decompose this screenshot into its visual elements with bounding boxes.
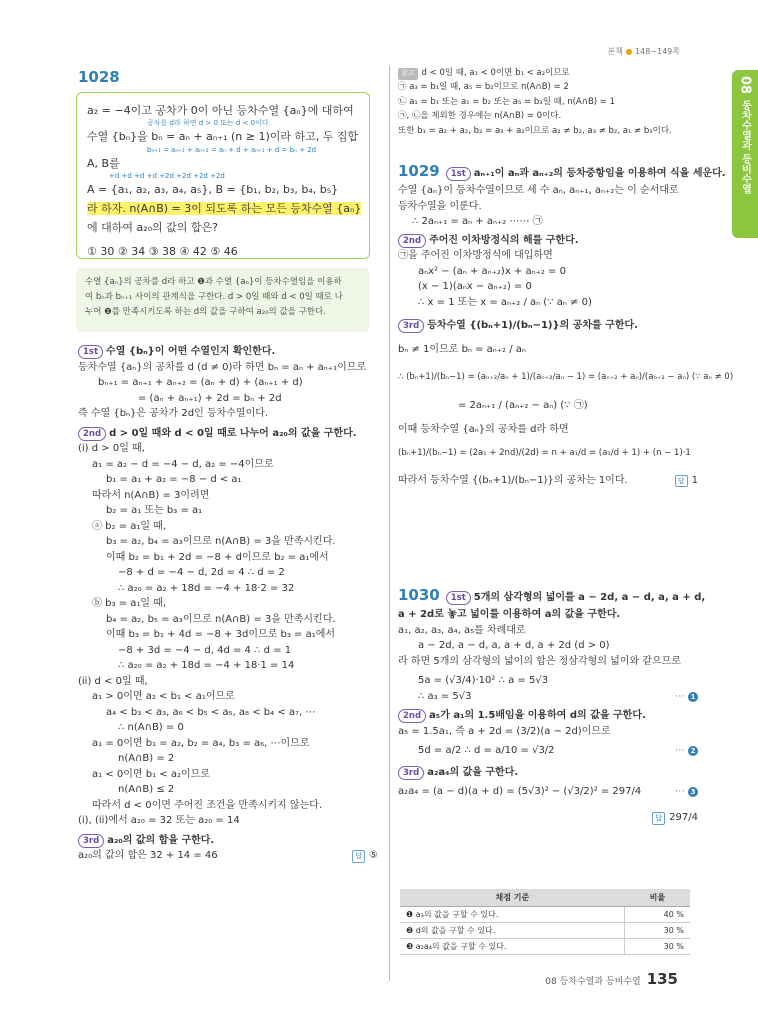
solution-line: −8 + d = −4 − d, 2d = 4 ∴ d = 2 bbox=[118, 567, 285, 578]
solution-line: 라 하면 5개의 삼각형의 넓이의 합은 정삼각형의 넓이와 같으므로 bbox=[398, 655, 681, 667]
final-answer: 답 297/4 bbox=[398, 810, 698, 826]
problem-number-1028: 1028 bbox=[78, 68, 120, 86]
answer-choices: ① 30 ② 34 ③ 38 ④ 42 ⑤ 46 bbox=[87, 244, 238, 258]
problem-line: a₂ = −4이고 공차가 0이 아닌 등차수열 {aₙ}에 대하여 bbox=[87, 104, 354, 117]
solution-line: 따라서 d < 0이면 주어진 조건을 만족시키지 않는다. bbox=[92, 799, 323, 811]
solution-line: b₂ = a₁ 또는 b₃ = a₁ bbox=[106, 505, 203, 516]
solution-1028 bbox=[78, 344, 378, 864]
step-heading: 2nd d > 0일 때와 d < 0일 때로 나누어 a₂₀의 값을 구한다. bbox=[78, 426, 378, 442]
step-heading: 3rd a₂a₄의 값을 구한다. bbox=[398, 765, 698, 781]
note-line: ㉠, ㉡을 제외한 경우에는 n(A∩B) = 0이다. bbox=[398, 111, 562, 122]
problem-annotation: bₙ₊₁ = aₙ₊₁ + aₙ₊₂ = aₙ + d + aₙ₊₁ + d = bₙ + 2d bbox=[147, 145, 317, 154]
solution-line: a₁ > 0이면 a₂ < b₁ < a₁이므로 bbox=[92, 691, 235, 702]
solution-line: bₙ ≠ 1이므로 bₙ = aₙ₊₂ / aₙ bbox=[398, 343, 526, 355]
solution-line: 5a = (√3/4)·10² ∴ a = 5√3 bbox=[418, 675, 549, 687]
table-row: ❷ d의 값을 구할 수 있다. 30 % bbox=[400, 923, 690, 939]
solution-line: = 2aₙ₊₁ / (aₙ₊₂ − aₙ) (∵ ㉠) bbox=[458, 400, 588, 412]
solution-line: a₁ < 0이면 b₁ < a₂이므로 bbox=[92, 768, 210, 780]
solution-line: n(A∩B) = 2 bbox=[118, 753, 175, 764]
chapter-tab-number: 08 bbox=[737, 76, 753, 95]
solution-line: ∴ (bₙ+1)/(bₙ−1) = (aₙ₊₂/aₙ + 1)/(aₙ₊₂/aₙ − 1) = (aₙ₊₂ + aₙ)/(aₙ₊₂ − aₙ) (∵ aₙ ≠ 0) bbox=[398, 372, 734, 383]
solution-line: a₂a₄ = (a − d)(a + d) = (5√3)² − (√3/2)² = 297/4 ⋯ 3 bbox=[398, 784, 698, 800]
problem-annotation: +d +d +d +d +2d +2d +2d +2d bbox=[109, 171, 225, 180]
note-line: ㉡ a₁ = b₁ 또는 a₁ = b₂ 또는 a₅ = b₃일 때, n(A∩B) = 1 bbox=[398, 96, 616, 107]
solution-line: a₄ < b₃ < a₃, a₆ < b₅ < a₅, a₈ < b₄ < a₇, ⋯ bbox=[106, 706, 316, 718]
solution-line: b₃ = a₂, b₄ = a₃이므로 n(A∩B) = 3을 만족시킨다. bbox=[106, 536, 336, 547]
step-heading: 3rd a₂₀의 값의 합을 구한다. bbox=[78, 833, 378, 849]
page-number: 135 bbox=[646, 970, 678, 988]
solution-line: (i) d > 0일 때, bbox=[78, 443, 145, 454]
solution-line: (ii) d < 0일 때, bbox=[78, 675, 148, 687]
chapter-tab-title: 등차수열과 등비수열 bbox=[739, 100, 751, 194]
solution-line: (x − 1)(aₙx − aₙ₊₂) = 0 bbox=[418, 281, 532, 293]
solution-line: ∴ a₂₀ = a₂ + 18d = −4 + 18·2 = 32 bbox=[118, 582, 295, 594]
step-heading: 2nd 주어진 이차방정식의 해를 구한다. bbox=[398, 233, 698, 249]
solution-guide-1028 bbox=[76, 268, 370, 332]
solution-line: ⓐ b₂ = a₁일 때, bbox=[92, 520, 167, 532]
solution-line: 이때 b₃ = b₁ + 4d = −8 + 3d이므로 b₃ = a₁에서 bbox=[106, 629, 336, 640]
solution-line: a₅ = 1.5a₁, 즉 a + 2d = (3/2)(a − 2d)이므로 bbox=[398, 725, 611, 737]
solution-line: n(A∩B) ≤ 2 bbox=[118, 784, 175, 795]
guide-line: 누어 ❷를 만족시키도록 하는 d의 값을 구하여 a₂₀의 값을 구한다. bbox=[85, 306, 326, 317]
step-heading-cont: a + 2d로 놓고 넓이를 이용하여 a의 값을 구한다. bbox=[398, 609, 621, 621]
solution-line: b₁ = a₁ + a₂ = −8 − d < a₁ bbox=[106, 474, 242, 485]
step-marker-2: ⋯ 2 bbox=[675, 743, 698, 759]
solution-line: 등차수열을 이룬다. bbox=[398, 200, 482, 212]
solution-1029 bbox=[398, 160, 734, 488]
step-heading: 1030 1st 5개의 삼각형의 넓이를 a − 2d, a − d, a, a + d, bbox=[398, 586, 706, 604]
solution-line: aₙx² − (aₙ + aₙ₊₂)x + aₙ₊₂ = 0 bbox=[418, 265, 566, 277]
solution-line: b₄ = a₂, b₅ = a₃이므로 n(A∩B) = 3을 만족시킨다. bbox=[106, 613, 336, 625]
problem-line: 라 하자. n(A∩B) = 3이 되도록 하는 모든 등차수열 {aₙ} bbox=[87, 202, 362, 215]
solution-line: (i), (ii)에서 a₂₀ = 32 또는 a₂₀ = 14 bbox=[78, 815, 240, 826]
footer-chapter: 08 등차수열과 등비수열 bbox=[545, 977, 641, 987]
solution-line: a₁ = 0이면 b₁ = a₂, b₂ = a₄, b₃ = a₆, ⋯이므로 bbox=[92, 737, 310, 749]
solution-line: a₂₀의 값의 합은 32 + 14 = 46 답 ⑤ bbox=[78, 848, 378, 864]
step-heading: 1029 1st aₙ₊₁이 aₙ과 aₙ₊₂의 등차중항임을 이용하여 식을 세운다. bbox=[398, 162, 726, 180]
final-answer: 답 ⑤ bbox=[352, 848, 378, 864]
solution-line: 수열 {aₙ}이 등차수열이므로 세 수 aₙ, aₙ₊₁, aₙ₊₂는 이 순서대로 bbox=[398, 185, 679, 197]
column-divider bbox=[389, 66, 390, 981]
problem-line: 수열 {bₙ}을 bₙ = aₙ + aₙ₊₁ (n ≥ 1)이라 하고, 두 집합 bbox=[87, 130, 359, 144]
solution-line: a₁, a₂, a₃, a₄, a₅를 차례대로 bbox=[398, 624, 526, 636]
solution-line: 5d = a/2 ∴ d = a/10 = √3/2 ⋯ 2 bbox=[398, 743, 698, 759]
solution-line: ⓑ b₃ = a₁일 때, bbox=[92, 598, 167, 609]
solution-line: bₙ₊₁ = aₙ₊₁ + aₙ₊₂ = (aₙ + d) + (aₙ₊₁ + d) bbox=[98, 377, 303, 388]
solution-line: −8 + 3d = −4 − d, 4d = 4 ∴ d = 1 bbox=[118, 644, 292, 656]
problem-box-1028 bbox=[76, 92, 370, 259]
step-marker-1: ⋯ 1 bbox=[675, 689, 698, 705]
solution-line: a − 2d, a − d, a, a + d, a + 2d (d > 0) bbox=[418, 640, 610, 652]
step-heading: 1st 수열 {bₙ}이 어떤 수열인지 확인한다. bbox=[78, 344, 378, 360]
solution-line: 따라서 등차수열 {(bₙ+1)/(bₙ−1)}의 공차는 1이다. 답 1 bbox=[398, 473, 698, 489]
step-heading: 2nd a₅가 a₁의 1.5배임을 이용하여 d의 값을 구한다. bbox=[398, 708, 698, 724]
solution-line: 즉 수열 {bₙ}은 공차가 2d인 등차수열이다. bbox=[78, 408, 269, 419]
note-box bbox=[398, 66, 698, 138]
solution-line: ∴ a₂₀ = a₂ + 18d = −4 + 18·1 = 14 bbox=[118, 660, 295, 671]
table-row: ❸ a₂a₄의 값을 구할 수 있다. 30 % bbox=[400, 939, 690, 955]
grading-table bbox=[400, 889, 690, 955]
table-row: ❶ a₃의 값을 구할 수 있다. 40 % bbox=[400, 907, 690, 923]
solution-line: = (aₙ + aₙ₊₁) + 2d = bₙ + 2d bbox=[138, 392, 282, 404]
solution-1030 bbox=[398, 584, 706, 825]
problem-line: A, B를 bbox=[87, 156, 120, 170]
problem-line: A = {a₁, a₂, a₃, a₄, a₅}, B = {b₁, b₂, b₃, b₄, b₅} bbox=[87, 182, 339, 196]
guide-line: 수열 {aₙ}의 공차를 d라 하고 ❶과 수열 {aₙ}이 등차수열임을 이용하 bbox=[85, 277, 342, 287]
grading-header-ratio: 비율 bbox=[625, 889, 690, 907]
page-footer bbox=[545, 970, 678, 988]
step-marker-3: ⋯ 3 bbox=[675, 784, 698, 800]
note-line: ㉠ a₃ = b₁일 때, a₅ = b₂이므로 n(A∩B) = 2 bbox=[398, 82, 569, 93]
solution-line: 따라서 n(A∩B) = 3이려면 bbox=[92, 489, 210, 501]
solution-line: ∴ x = 1 또는 x = aₙ₊₂ / aₙ (∵ aₙ ≠ 0) bbox=[418, 296, 592, 308]
step-heading: 3rd 등차수열 {(bₙ+1)/(bₙ−1)}의 공차를 구한다. bbox=[398, 318, 698, 334]
note-line: 참고 d < 0일 때, a₁ < 0이면 b₁ < a₂이므로 bbox=[398, 66, 698, 80]
page-reference: 본책 ● 148~149쪽 bbox=[607, 47, 680, 56]
solution-line: ㉠을 주어진 이차방정식에 대입하면 bbox=[398, 250, 553, 262]
problem-annotation: 공차를 d라 하면 d > 0 또는 d < 0이다. bbox=[147, 119, 271, 128]
solution-line: 이때 등차수열 {aₙ}의 공차를 d라 하면 bbox=[398, 423, 569, 435]
problem-line: 에 대하여 a₂₀의 값의 합은? bbox=[87, 221, 219, 235]
note-line: 또한 b₁ = a₂ + a₂, b₂ = a₃ + a₂이므로 a₂ ≠ b₂, a₃ ≠ b₂, a₁ ≠ b₃이다. bbox=[398, 125, 672, 136]
solution-line: ∴ a₃ = 5√3 ⋯ 1 bbox=[398, 689, 698, 705]
final-answer: 답 1 bbox=[675, 473, 698, 489]
solution-line: 등차수열 {aₙ}의 공차를 d (d ≠ 0)라 하면 bₙ = aₙ + aₙ₊₁이므로 bbox=[78, 361, 367, 373]
grading-header-criteria: 채점 기준 bbox=[400, 889, 625, 907]
solution-line: 이때 b₂ = b₁ + 2d = −8 + d이므로 b₂ = a₁에서 bbox=[106, 551, 329, 563]
solution-line: ∴ 2aₙ₊₁ = aₙ + aₙ₊₂ ⋯⋯ ㉠ bbox=[412, 216, 543, 228]
guide-line: 여 bₙ과 bₙ₊₁ 사이의 관계식을 구한다. d > 0일 때와 d < 0일 때로 나 bbox=[85, 291, 343, 302]
solution-line: (bₙ+1)/(bₙ−1) = (2a₁ + 2nd)/(2d) = n + a₁/d = (a₁/d + 1) + (n − 1)·1 bbox=[398, 448, 691, 459]
chapter-tab bbox=[732, 70, 758, 238]
solution-line: a₁ = a₂ − d = −4 − d, a₂ = −4이므로 bbox=[92, 458, 274, 470]
solution-line: ∴ n(A∩B) = 0 bbox=[118, 722, 184, 733]
